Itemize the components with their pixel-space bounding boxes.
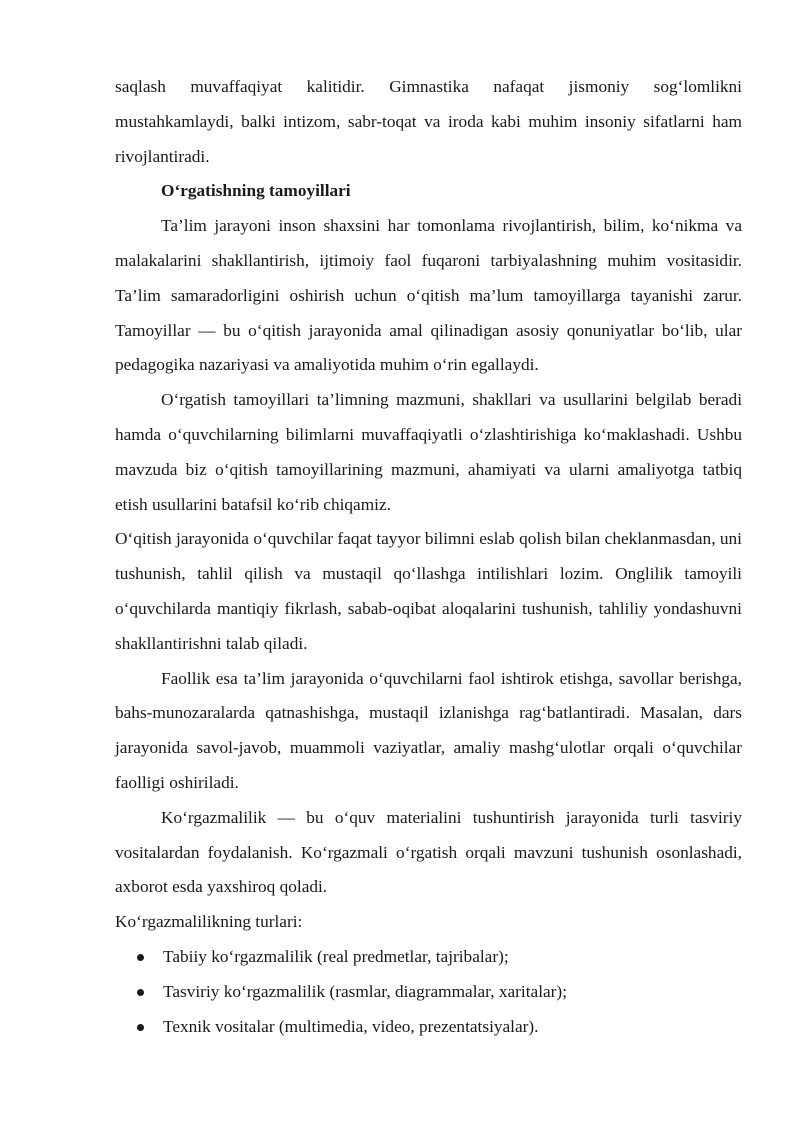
bullet-list (115, 940, 742, 1044)
list-item (115, 940, 742, 975)
list-item (115, 975, 742, 1010)
section-heading: O‘rgatishning tamoyillari (161, 181, 351, 201)
paragraph-onglilik: O‘qitish jarayonida o‘quvchilar faqat tayyor bilimni eslab qolish bilan cheklanmasdan, uni tushunish, tahlil qilish va mustaqil qo‘llashga intilishlari lozim. Onglilik tamoyili o‘quvchilarda mantiqiy fikrlash, sabab-oqibat aloqalarini tushunish, tahliliy yondashuvni shakllantirishni talab qiladi. (115, 529, 742, 653)
bullet-icon (137, 954, 144, 961)
document-page (115, 70, 742, 1044)
paragraph-turlari-intro: Ko‘rgazmalilikning turlari: (115, 912, 303, 932)
paragraph-faollik: Faollik esa ta’lim jarayonida o‘quvchilarni faol ishtirok etishga, savollar berishga, bahs-munozaralarda qatnashishga, mustaqil izlanishga rag‘batlantiradi. Masalan, dars jarayonida savol-javob, muammoli vaziyatlar, amaliy mashg‘ulotlar orqali o‘quvchilar faolligi oshiriladi. (115, 668, 742, 792)
list-item-text: Tasviriy ko‘rgazmalilik (rasmlar, diagrammalar, xaritalar); (163, 981, 567, 1001)
bullet-icon (137, 989, 144, 996)
bullet-icon (137, 1024, 144, 1031)
list-item (115, 1010, 742, 1045)
list-item-text: Tabiiy ko‘rgazmalilik (real predmetlar, tajribalar); (163, 946, 509, 966)
paragraph-continuation: saqlash muvaffaqiyat kalitidir. Gimnastika nafaqat jismoniy sog‘lomlikni mustahkamlaydi, balki intizom, sabr-toqat va iroda kabi muhim insoniy sifatlarni ham rivojlantiradi. (115, 77, 742, 166)
paragraph-korgazmalilik: Ko‘rgazmalilik — bu o‘quv materialini tushuntirish jarayonida turli tasviriy vositalardan foydalanish. Ko‘rgazmali o‘rgatish orqali mavzuni tushunish osonlashadi, axborot esda yaxshiroq qoladi. (115, 807, 742, 897)
list-item-text: Texnik vositalar (multimedia, video, prezentatsiyalar). (163, 1016, 539, 1036)
paragraph-talim-jarayoni: Ta’lim jarayoni inson shaxsini har tomonlama rivojlantirish, bilim, ko‘nikma va malakalarini shakllantirish, ijtimoiy faol fuqaroni tarbiyalashning muhim vositasidir. Ta’lim samaradorligini oshirish uchun o‘qitish ma’lum tamoyillarga tayanishi zarur. Tamoyillar — bu o‘qitish jarayonida amal qilinadigan asosiy qonuniyatlar bo‘lib, ular pedagogika nazariyasi va amaliyotida muhim o‘rin egallaydi. (115, 216, 742, 375)
paragraph-orgatish-tamoyillari: O‘rgatish tamoyillari ta’limning mazmuni, shakllari va usullarini belgilab beradi hamda o‘quvchilarning bilimlarni muvaffaqiyatli o‘zlashtirishiga ko‘maklashadi. Ushbu mavzuda biz o‘qitish tamoyillarining mazmuni, ahamiyati va ularni amaliyotga tatbiq etish usullarini batafsil ko‘rib chiqamiz. (115, 390, 742, 514)
